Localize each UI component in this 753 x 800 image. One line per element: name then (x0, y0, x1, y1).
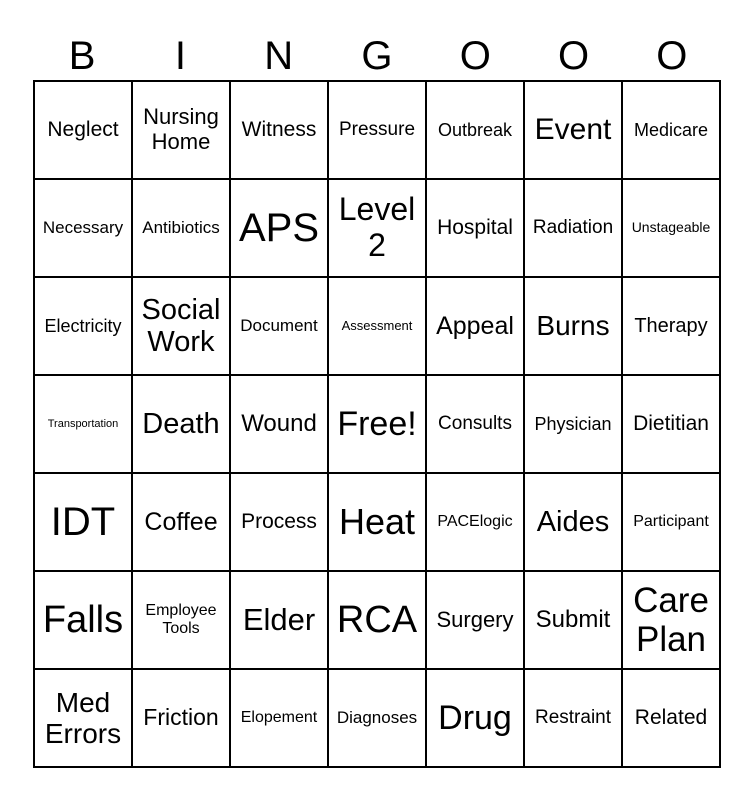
bingo-cell[interactable] (328, 669, 426, 767)
bingo-cell[interactable] (230, 669, 328, 767)
cell-label: Witness (241, 118, 317, 142)
cell-label: Nursing Home (143, 104, 219, 154)
bingo-board (33, 80, 721, 768)
header-letter: O (558, 34, 590, 78)
bingo-cell[interactable] (132, 669, 230, 767)
cell-label: Wound (241, 409, 317, 437)
cell-label: Electricity (44, 315, 122, 336)
bingo-cell[interactable] (34, 571, 132, 669)
cell-label: Physician (534, 413, 612, 434)
cell-label: Hospital (437, 216, 513, 240)
cell-label: Level 2 (338, 191, 416, 263)
cell-label: Friction (143, 704, 219, 731)
cell-label: Unstageable (631, 219, 711, 236)
cell-label: Therapy (634, 314, 708, 337)
cell-label: Appeal (436, 312, 514, 340)
cell-label: Heat (338, 500, 416, 542)
cell-label: Restraint (534, 707, 612, 729)
bingo-cell[interactable] (622, 81, 720, 179)
header-letter: G (361, 34, 393, 78)
bingo-cell[interactable] (34, 277, 132, 375)
cell-label: IDT (50, 499, 116, 544)
bingo-cell[interactable] (230, 179, 328, 277)
bingo-cell[interactable] (328, 179, 426, 277)
cell-label: Medicare (633, 119, 709, 140)
bingo-cell[interactable] (34, 375, 132, 473)
bingo-cell[interactable] (622, 473, 720, 571)
cell-label: Elopement (240, 709, 318, 727)
bingo-cell[interactable] (426, 81, 524, 179)
bingo-cell[interactable] (132, 571, 230, 669)
cell-label: Burns (536, 310, 610, 342)
header-letter: B (68, 34, 96, 78)
cell-label: Coffee (144, 508, 218, 536)
cell-label: Event (534, 113, 612, 147)
header-letter: O (459, 34, 491, 78)
bingo-cell[interactable] (328, 277, 426, 375)
bingo-cell[interactable] (524, 375, 622, 473)
cell-label: Transportation (47, 417, 119, 430)
bingo-cell[interactable] (622, 179, 720, 277)
cell-label: Free! (337, 404, 417, 443)
bingo-cell[interactable] (132, 179, 230, 277)
cell-label: Neglect (47, 118, 119, 142)
header-letter: O (656, 34, 688, 78)
bingo-cell[interactable] (34, 81, 132, 179)
bingo-cell[interactable] (524, 571, 622, 669)
bingo-cell[interactable] (230, 277, 328, 375)
cell-label: Radiation (532, 217, 614, 239)
cell-label: Aides (536, 505, 610, 538)
bingo-cell[interactable] (328, 473, 426, 571)
bingo-cell[interactable] (132, 473, 230, 571)
free-space-cell[interactable] (328, 375, 426, 473)
cell-label: Elder (242, 601, 316, 637)
bingo-cell[interactable] (426, 375, 524, 473)
cell-label: Document (240, 316, 318, 336)
bingo-cell[interactable] (426, 669, 524, 767)
bingo-cell[interactable] (34, 669, 132, 767)
bingo-cell[interactable] (426, 179, 524, 277)
bingo-cell[interactable] (622, 571, 720, 669)
cell-label: Process (241, 510, 317, 534)
cell-label: Social Work (141, 293, 221, 358)
bingo-cell[interactable] (230, 375, 328, 473)
bingo-cell[interactable] (328, 81, 426, 179)
bingo-cell[interactable] (622, 277, 720, 375)
cell-label: Consults (438, 413, 512, 435)
bingo-cell[interactable] (230, 473, 328, 571)
cell-label: Falls (42, 598, 124, 641)
cell-label: Submit (535, 605, 611, 633)
bingo-cell[interactable] (622, 669, 720, 767)
bingo-cell[interactable] (132, 81, 230, 179)
bingo-cell[interactable] (524, 669, 622, 767)
cell-label: Diagnoses (336, 708, 418, 728)
cell-label: Death (142, 407, 220, 440)
cell-label: PACElogic (437, 513, 513, 531)
cell-label: Necessary (42, 218, 124, 238)
cell-label: Pressure (338, 119, 416, 141)
bingo-cell[interactable] (426, 571, 524, 669)
cell-label: Assessment (341, 317, 413, 333)
cell-label: APS (238, 205, 320, 250)
bingo-cell[interactable] (524, 277, 622, 375)
cell-label: Related (634, 706, 708, 730)
cell-label: RCA (336, 598, 418, 641)
bingo-cell[interactable] (524, 81, 622, 179)
bingo-cell[interactable] (132, 277, 230, 375)
cell-label: Outbreak (437, 119, 513, 140)
cell-label: Drug (438, 698, 512, 737)
bingo-cell[interactable] (524, 473, 622, 571)
bingo-cell[interactable] (426, 473, 524, 571)
header-letter: N (264, 34, 294, 78)
bingo-cell[interactable] (426, 277, 524, 375)
bingo-cell[interactable] (132, 375, 230, 473)
cell-label: Care Plan (633, 580, 709, 659)
bingo-cell[interactable] (34, 473, 132, 571)
cell-label: Antibiotics (142, 218, 220, 238)
header-letter: I (174, 34, 186, 78)
cell-label: Participant (633, 513, 709, 531)
bingo-cell[interactable] (230, 571, 328, 669)
cell-label: Med Errors (44, 686, 122, 749)
cell-label: Dietitian (633, 412, 709, 436)
bingo-header (33, 32, 721, 80)
cell-label: Employee Tools (145, 602, 217, 637)
bingo-cell[interactable] (34, 179, 132, 277)
cell-label: Surgery (436, 606, 514, 632)
bingo-cell[interactable] (230, 81, 328, 179)
bingo-cell[interactable] (524, 179, 622, 277)
bingo-cell[interactable] (622, 375, 720, 473)
bingo-cell[interactable] (328, 571, 426, 669)
